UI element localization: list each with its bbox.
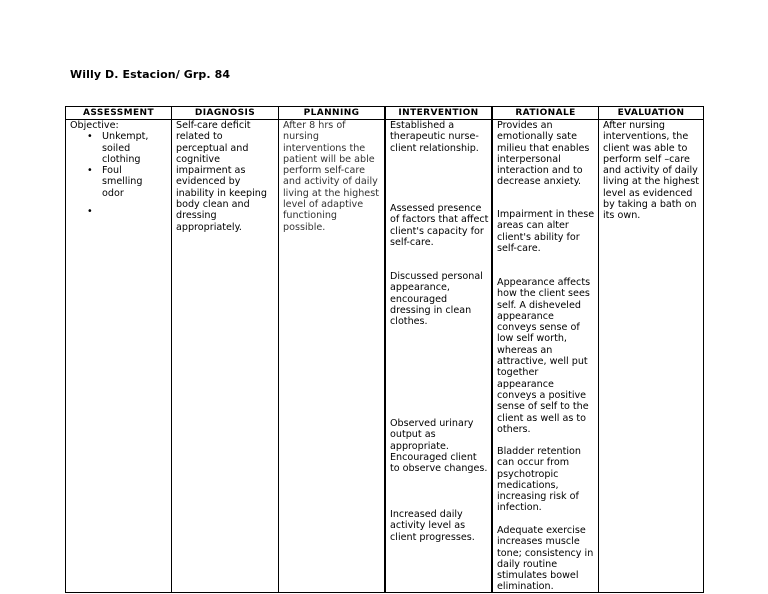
evaluation-text: After nursing interventions, the client was able to perform self –care and activity of daily living at the highest level as evidenced by taking a bath on its own. <box>603 120 699 222</box>
rationale-column <box>493 107 599 592</box>
intervention-item: Assessed presence of factors that affect client's capacity for self-care. <box>390 203 489 248</box>
planning-header: PLANNING <box>279 107 384 120</box>
planning-text: After 8 hrs of nursing interventions the patient will be able perform self-care and activity of daily living at the highest level of adaptive functioning possible. <box>283 120 379 233</box>
rationale-item: Bladder retention can occur from psychotropic medications, increasing risk of infection. <box>497 446 581 514</box>
diagnosis-column <box>172 107 279 592</box>
list-item <box>70 206 162 217</box>
intervention-item: Observed urinary output as appropriate. Encouraged client to observe changes. <box>390 418 488 475</box>
intervention-item: Discussed personal appearance, encouraged dressing in clean clothes. <box>390 271 483 328</box>
evaluation-header: EVALUATION <box>599 107 703 120</box>
care-plan-table <box>65 106 704 593</box>
diagnosis-header: DIAGNOSIS <box>172 107 278 120</box>
intervention-header: INTERVENTION <box>386 107 491 120</box>
evaluation-column <box>599 107 703 592</box>
rationale-item: Impairment in these areas can alter client's ability for self-care. <box>497 209 595 254</box>
list-item: • Foul smelling odor <box>70 165 162 199</box>
planning-column <box>279 107 386 592</box>
list-item: • Unkempt, soiled clothing <box>70 131 162 165</box>
intervention-item: Increased daily activity level as client progresses. <box>390 509 475 543</box>
intervention-item: Established a therapeutic nurse-client relationship. <box>390 120 479 154</box>
intervention-column <box>386 107 493 592</box>
diagnosis-text: Self-care deficit related to perceptual and cognitive impairment as evidenced by inability in keeping body clean and dressing appropriately. <box>176 120 267 233</box>
assessment-header: ASSESSMENT <box>66 107 171 120</box>
rationale-item: Appearance affects how the client sees self. A disheveled appearance conveys sense of low self worth, whereas an attractive, well put together appearance conveys a positive sense of self to the client as well as to others. <box>497 277 591 435</box>
assessment-list <box>70 131 169 217</box>
document-title: Willy D. Estacion/ Grp. 84 <box>70 68 231 81</box>
rationale-header: RATIONALE <box>493 107 598 120</box>
assessment-column <box>66 107 172 592</box>
rationale-item: Adequate exercise increases muscle tone; consistency in daily routine stimulates bowel elimination. <box>497 525 594 593</box>
assessment-content <box>70 120 169 217</box>
objective-label: Objective: <box>70 120 119 131</box>
rationale-item: Provides an emotionally sate milieu that enables interpersonal interaction and to decrease anxiety. <box>497 120 590 188</box>
